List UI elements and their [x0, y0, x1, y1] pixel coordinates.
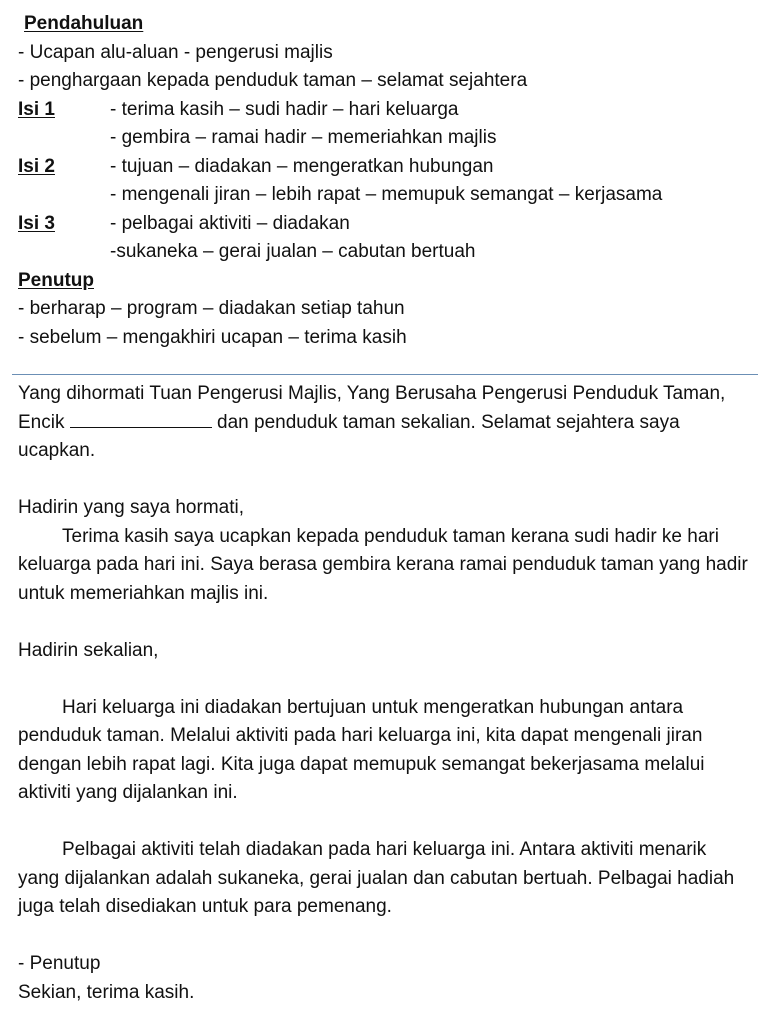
- isi-2-label: Isi 2: [18, 155, 55, 177]
- intro-point: - penghargaan kepada penduduk taman – selamat sejahtera: [18, 70, 528, 91]
- intro-point: - Ucapan alu-aluan - pengerusi majlis: [18, 41, 333, 63]
- speech-outline: [18, 10, 758, 352]
- closing-line: Sekian, terima kasih.: [18, 981, 195, 1003]
- isi-1-row-continued: [18, 124, 758, 153]
- isi-3-point: -sukaneka – gerai jualan – cabutan bertuah: [110, 241, 476, 262]
- name-blank: [70, 409, 212, 428]
- closing-heading: Penutup: [18, 269, 94, 291]
- isi-2-row-continued: [18, 181, 758, 210]
- body-paragraph-3: Pelbagai aktiviti telah diadakan pada hari keluarga ini. Antara aktiviti menarik yang dijalankan adalah sukaneka, gerai jualan dan cabutan bertuah. Pelbagai hadiah juga telah disediakan untuk para pemenang.: [18, 839, 735, 917]
- isi-3-row-continued: [18, 238, 758, 267]
- section-divider: [12, 374, 758, 375]
- opening-text: Yang dihormati Tuan Pengerusi Majlis, Yang Berusaha Pengerusi Penduduk Taman, Encik: [18, 383, 726, 433]
- isi-2-point: - mengenali jiran – lebih rapat – memupuk semangat – kerjasama: [110, 184, 663, 205]
- isi-1-point: - gembira – ramai hadir – memeriahkan majlis: [110, 127, 497, 148]
- body-paragraph-1: Terima kasih saya ucapkan kepada penduduk taman kerana sudi hadir ke hari keluarga pada hari ini. Saya berasa gembira kerana ramai penduduk taman yang hadir untuk memeriahkan majlis ini.: [18, 525, 748, 604]
- opening-text-continued: dan penduduk taman sekalian. Selamat sejahtera saya ucapkan.: [18, 411, 680, 461]
- closing-label: - Penutup: [18, 953, 101, 974]
- closing-point: - berharap – program – diadakan setiap tahun: [18, 298, 405, 319]
- intro-heading: Pendahuluan: [24, 13, 144, 34]
- isi-3-label: Isi 3: [18, 212, 55, 234]
- opening-paragraph: [18, 380, 752, 466]
- isi-1-label: Isi 1: [18, 98, 55, 120]
- isi-1-point: - terima kasih – sudi hadir – hari keluarga: [110, 98, 459, 120]
- body-paragraph-2: Hari keluarga ini diadakan bertujuan untuk mengeratkan hubungan antara penduduk taman. Melalui aktiviti pada hari keluarga ini, kita dapat mengenali jiran dengan lebih rapat lagi. Kita juga dapat memupuk semangat bekerjasama melalui aktiviti yang dijalankan ini.: [18, 696, 705, 803]
- speech-text: [18, 380, 752, 1007]
- isi-3-point: - pelbagai aktiviti – diadakan: [110, 212, 350, 234]
- isi-3-row: [18, 210, 758, 239]
- greeting-1: Hadirin yang saya hormati,: [18, 497, 244, 518]
- closing-point: - sebelum – mengakhiri ucapan – terima kasih: [18, 326, 407, 348]
- greeting-2: Hadirin sekalian,: [18, 639, 159, 661]
- isi-1-row: [18, 96, 758, 125]
- isi-2-row: [18, 153, 758, 182]
- isi-2-point: - tujuan – diadakan – mengeratkan hubungan: [110, 155, 494, 177]
